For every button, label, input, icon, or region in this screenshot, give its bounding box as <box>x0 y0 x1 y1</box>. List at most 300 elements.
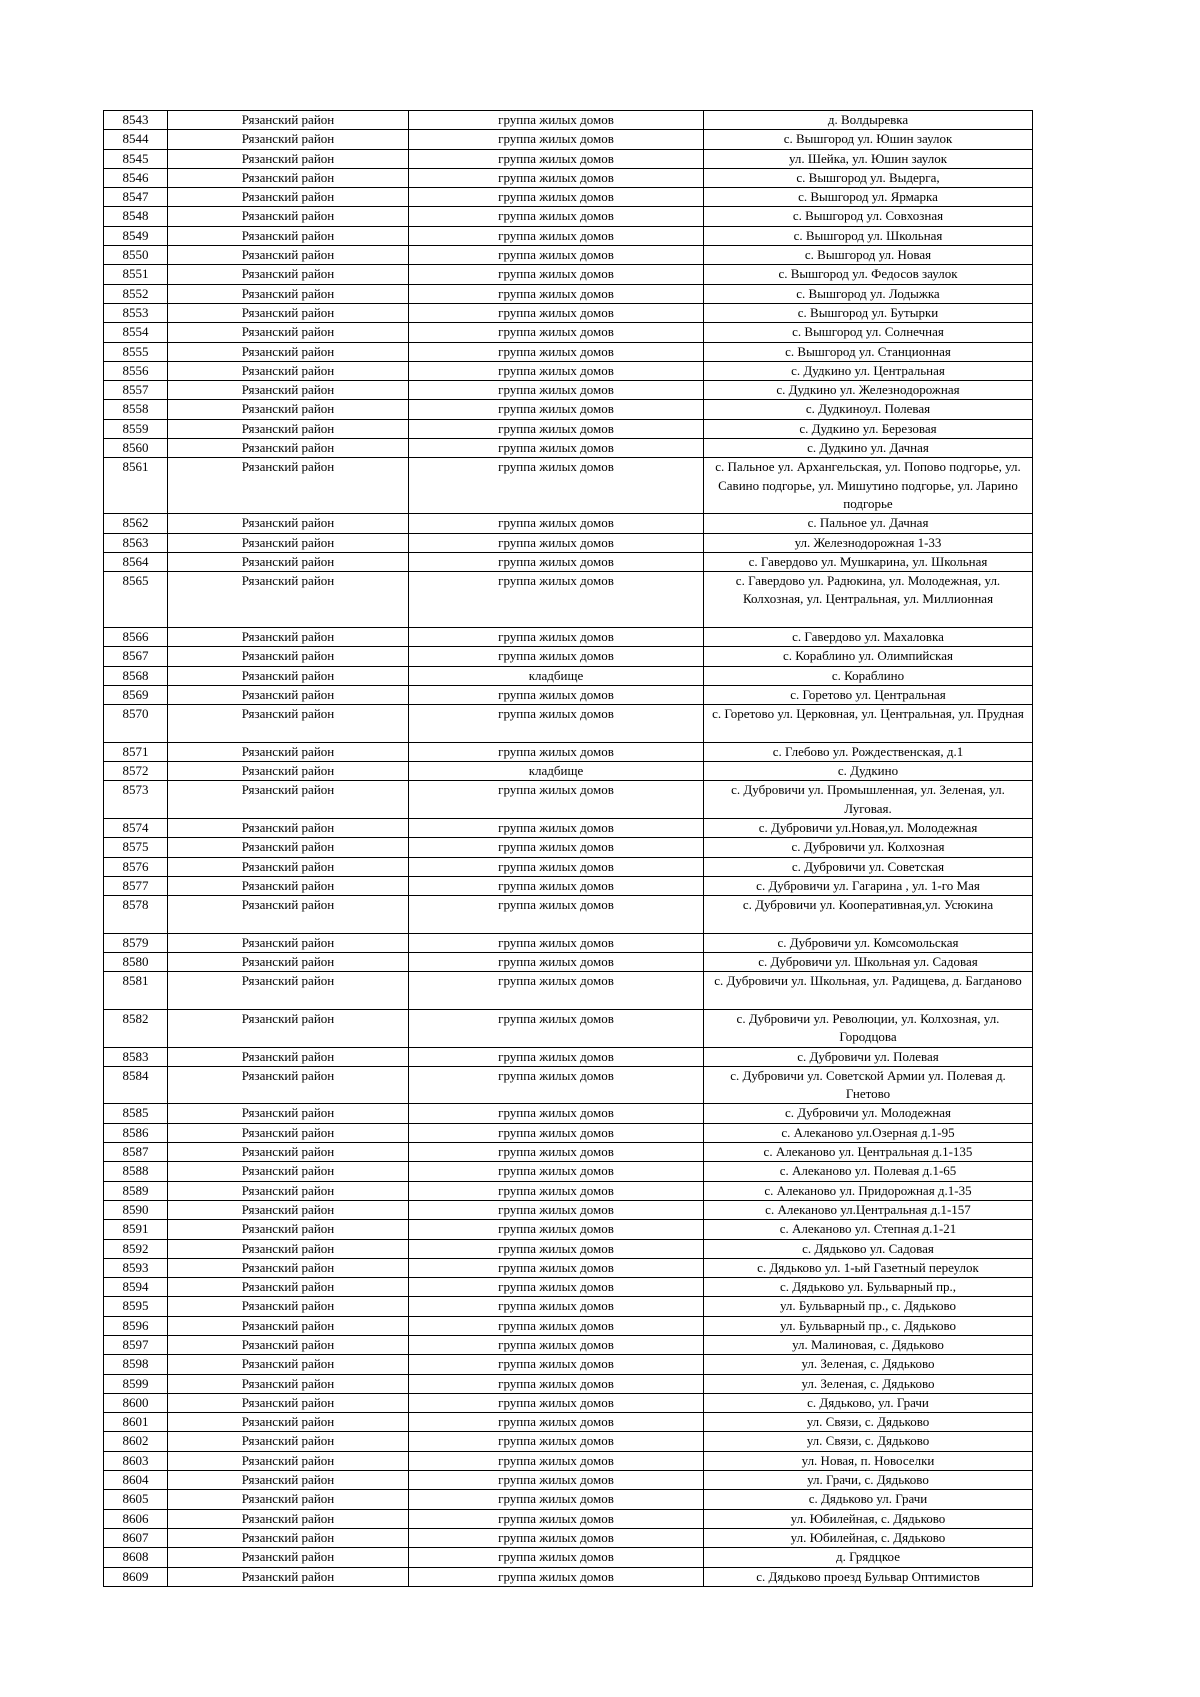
address-cell: с. Алеканово ул. Центральная д.1-135 <box>704 1143 1033 1162</box>
district-cell: Рязанский район <box>168 1143 409 1162</box>
row-number: 8588 <box>104 1162 168 1181</box>
table-row <box>104 1471 1033 1490</box>
table-row <box>104 1220 1033 1239</box>
row-number: 8585 <box>104 1104 168 1123</box>
object-type-cell: группа жилых домов <box>409 111 704 130</box>
address-cell: с. Дубровичи ул. Комсомольская <box>704 933 1033 952</box>
object-type-cell: группа жилых домов <box>409 265 704 284</box>
address-cell: ул. Грачи, с. Дядьково <box>704 1471 1033 1490</box>
object-type-cell: группа жилых домов <box>409 188 704 207</box>
row-number: 8580 <box>104 953 168 972</box>
district-cell: Рязанский район <box>168 149 409 168</box>
address-cell: с. Вышгород ул. Выдерга, <box>704 168 1033 187</box>
address-cell: ул. Бульварный пр., с. Дядьково <box>704 1297 1033 1316</box>
object-type-cell: группа жилых домов <box>409 1066 704 1104</box>
district-cell: Рязанский район <box>168 572 409 628</box>
row-number: 8604 <box>104 1471 168 1490</box>
row-number: 8550 <box>104 246 168 265</box>
table-row <box>104 953 1033 972</box>
address-cell: с. Дудкино ул. Березовая <box>704 419 1033 438</box>
table-row <box>104 381 1033 400</box>
address-cell: с. Дубровичи ул. Кооперативная,ул. Усюкина <box>704 896 1033 934</box>
row-number: 8565 <box>104 572 168 628</box>
district-cell: Рязанский район <box>168 972 409 1010</box>
row-number: 8583 <box>104 1047 168 1066</box>
object-type-cell: группа жилых домов <box>409 1355 704 1374</box>
object-type-cell: группа жилых домов <box>409 1239 704 1258</box>
row-number: 8554 <box>104 323 168 342</box>
address-cell: с. Дубровичи ул. Школьная ул. Садовая <box>704 953 1033 972</box>
row-number: 8555 <box>104 342 168 361</box>
table-row <box>104 1567 1033 1586</box>
row-number: 8571 <box>104 742 168 761</box>
table-row <box>104 1413 1033 1432</box>
address-cell: с. Дудкино ул. Центральная <box>704 361 1033 380</box>
table-row <box>104 705 1033 743</box>
object-type-cell: группа жилых домов <box>409 647 704 666</box>
address-cell: ул. Связи, с. Дядьково <box>704 1413 1033 1432</box>
table-row <box>104 1548 1033 1567</box>
district-cell: Рязанский район <box>168 1374 409 1393</box>
address-cell: ул. Железнодорожная 1-33 <box>704 533 1033 552</box>
table-row <box>104 1528 1033 1547</box>
district-cell: Рязанский район <box>168 168 409 187</box>
district-cell: Рязанский район <box>168 458 409 514</box>
object-type-cell: группа жилых домов <box>409 781 704 819</box>
district-cell: Рязанский район <box>168 1104 409 1123</box>
row-number: 8599 <box>104 1374 168 1393</box>
object-type-cell: группа жилых домов <box>409 439 704 458</box>
object-type-cell: группа жилых домов <box>409 514 704 533</box>
table-row <box>104 1490 1033 1509</box>
table-row <box>104 342 1033 361</box>
object-type-cell: группа жилых домов <box>409 458 704 514</box>
table-row <box>104 226 1033 245</box>
district-cell: Рязанский район <box>168 1432 409 1451</box>
district-cell: Рязанский район <box>168 1509 409 1528</box>
object-type-cell: группа жилых домов <box>409 1162 704 1181</box>
district-cell: Рязанский район <box>168 1316 409 1335</box>
address-cell: ул. Шейка, ул. Юшин заулок <box>704 149 1033 168</box>
object-type-cell: группа жилых домов <box>409 552 704 571</box>
row-number: 8591 <box>104 1220 168 1239</box>
object-type-cell: группа жилых домов <box>409 876 704 895</box>
address-cell: с. Дядьково ул. 1-ый Газетный переулок <box>704 1258 1033 1277</box>
table-row <box>104 1355 1033 1374</box>
district-cell: Рязанский район <box>168 1009 409 1047</box>
object-type-cell: группа жилых домов <box>409 226 704 245</box>
address-cell: с. Алеканово ул. Степная д.1-21 <box>704 1220 1033 1239</box>
table-row <box>104 1181 1033 1200</box>
table-row <box>104 323 1033 342</box>
object-type-cell: группа жилых домов <box>409 1393 704 1412</box>
address-cell: с. Пальное ул. Дачная <box>704 514 1033 533</box>
address-cell: с. Вышгород ул. Федосов заулок <box>704 265 1033 284</box>
table-row <box>104 933 1033 952</box>
row-number: 8609 <box>104 1567 168 1586</box>
address-cell: д. Волдыревка <box>704 111 1033 130</box>
address-cell: с. Вышгород ул. Совхозная <box>704 207 1033 226</box>
address-cell: с. Дубровичи ул. Молодежная <box>704 1104 1033 1123</box>
row-number: 8560 <box>104 439 168 458</box>
table-row <box>104 1297 1033 1316</box>
table-row <box>104 1104 1033 1123</box>
address-cell: с. Алеканово ул.Озерная д.1-95 <box>704 1123 1033 1142</box>
district-cell: Рязанский район <box>168 705 409 743</box>
table-row <box>104 111 1033 130</box>
address-cell: ул. Юбилейная, с. Дядьково <box>704 1528 1033 1547</box>
row-number: 8593 <box>104 1258 168 1277</box>
district-cell: Рязанский район <box>168 303 409 322</box>
district-cell: Рязанский район <box>168 207 409 226</box>
table-row <box>104 439 1033 458</box>
address-cell: с. Дубровичи ул. Промышленная, ул. Зеленая, ул. Луговая. <box>704 781 1033 819</box>
row-number: 8557 <box>104 381 168 400</box>
row-number: 8551 <box>104 265 168 284</box>
address-cell: с. Дудкиноул. Полевая <box>704 400 1033 419</box>
object-type-cell: группа жилых домов <box>409 1181 704 1200</box>
row-number: 8579 <box>104 933 168 952</box>
object-type-cell: группа жилых домов <box>409 1451 704 1470</box>
table-row <box>104 838 1033 857</box>
row-number: 8572 <box>104 762 168 781</box>
district-cell: Рязанский район <box>168 246 409 265</box>
row-number: 8570 <box>104 705 168 743</box>
object-type-cell: группа жилых домов <box>409 1413 704 1432</box>
address-cell: с. Дубровичи ул. Советской Армии ул. Полевая д. Гнетово <box>704 1066 1033 1104</box>
address-cell: с. Кораблино <box>704 666 1033 685</box>
table-row <box>104 207 1033 226</box>
district-cell: Рязанский район <box>168 1258 409 1277</box>
object-type-cell: группа жилых домов <box>409 1143 704 1162</box>
district-cell: Рязанский район <box>168 1567 409 1586</box>
address-cell: ул. Новая, п. Новоселки <box>704 1451 1033 1470</box>
object-type-cell: группа жилых домов <box>409 1528 704 1547</box>
address-cell: с. Гавердово ул. Мушкарина, ул. Школьная <box>704 552 1033 571</box>
district-cell: Рязанский район <box>168 838 409 857</box>
object-type-cell: группа жилых домов <box>409 1278 704 1297</box>
district-cell: Рязанский район <box>168 896 409 934</box>
district-cell: Рязанский район <box>168 781 409 819</box>
row-number: 8592 <box>104 1239 168 1258</box>
address-cell: с. Алеканово ул.Центральная д.1-157 <box>704 1200 1033 1219</box>
district-cell: Рязанский район <box>168 818 409 837</box>
address-table-body <box>104 111 1033 1587</box>
table-row <box>104 1509 1033 1528</box>
district-cell: Рязанский район <box>168 933 409 952</box>
table-row <box>104 572 1033 628</box>
table-row <box>104 1143 1033 1162</box>
district-cell: Рязанский район <box>168 1355 409 1374</box>
table-row <box>104 1336 1033 1355</box>
address-cell: с. Вышгород ул. Лодыжка <box>704 284 1033 303</box>
object-type-cell: группа жилых домов <box>409 342 704 361</box>
table-row <box>104 666 1033 685</box>
table-row <box>104 284 1033 303</box>
row-number: 8590 <box>104 1200 168 1219</box>
address-cell: с. Вышгород ул. Солнечная <box>704 323 1033 342</box>
district-cell: Рязанский район <box>168 1336 409 1355</box>
row-number: 8552 <box>104 284 168 303</box>
district-cell: Рязанский район <box>168 876 409 895</box>
address-cell: с. Дядьково ул. Бульварный пр., <box>704 1278 1033 1297</box>
row-number: 8562 <box>104 514 168 533</box>
table-row <box>104 1047 1033 1066</box>
table-row <box>104 1316 1033 1335</box>
district-cell: Рязанский район <box>168 762 409 781</box>
object-type-cell: группа жилых домов <box>409 533 704 552</box>
row-number: 8544 <box>104 130 168 149</box>
table-row <box>104 818 1033 837</box>
address-cell: с. Вышгород ул. Новая <box>704 246 1033 265</box>
row-number: 8600 <box>104 1393 168 1412</box>
table-row <box>104 303 1033 322</box>
table-row <box>104 149 1033 168</box>
object-type-cell: группа жилых домов <box>409 130 704 149</box>
object-type-cell: группа жилых домов <box>409 1200 704 1219</box>
address-cell: с. Алеканово ул. Придорожная д.1-35 <box>704 1181 1033 1200</box>
district-cell: Рязанский район <box>168 514 409 533</box>
district-cell: Рязанский район <box>168 666 409 685</box>
object-type-cell: группа жилых домов <box>409 1374 704 1393</box>
object-type-cell: группа жилых домов <box>409 1548 704 1567</box>
row-number: 8569 <box>104 685 168 704</box>
object-type-cell: группа жилых домов <box>409 1220 704 1239</box>
district-cell: Рязанский район <box>168 1490 409 1509</box>
object-type-cell: кладбище <box>409 666 704 685</box>
table-row <box>104 1009 1033 1047</box>
table-row <box>104 1374 1033 1393</box>
row-number: 8603 <box>104 1451 168 1470</box>
district-cell: Рязанский район <box>168 685 409 704</box>
object-type-cell: группа жилых домов <box>409 1297 704 1316</box>
district-cell: Рязанский район <box>168 1393 409 1412</box>
object-type-cell: группа жилых домов <box>409 149 704 168</box>
object-type-cell: группа жилых домов <box>409 1316 704 1335</box>
district-cell: Рязанский район <box>168 265 409 284</box>
object-type-cell: группа жилых домов <box>409 419 704 438</box>
row-number: 8581 <box>104 972 168 1010</box>
table-row <box>104 762 1033 781</box>
object-type-cell: группа жилых домов <box>409 685 704 704</box>
address-cell: ул. Зеленая, с. Дядьково <box>704 1355 1033 1374</box>
district-cell: Рязанский район <box>168 1162 409 1181</box>
table-row <box>104 552 1033 571</box>
object-type-cell: группа жилых домов <box>409 896 704 934</box>
row-number: 8589 <box>104 1181 168 1200</box>
object-type-cell: группа жилых домов <box>409 1432 704 1451</box>
row-number: 8601 <box>104 1413 168 1432</box>
row-number: 8577 <box>104 876 168 895</box>
table-row <box>104 1123 1033 1142</box>
address-cell: с. Гавердово ул. Радюкина, ул. Молодежная, ул. Колхозная, ул. Центральная, ул. Миллионная <box>704 572 1033 628</box>
row-number: 8608 <box>104 1548 168 1567</box>
object-type-cell: группа жилых домов <box>409 400 704 419</box>
district-cell: Рязанский район <box>168 226 409 245</box>
table-row <box>104 628 1033 647</box>
object-type-cell: группа жилых домов <box>409 361 704 380</box>
address-cell: ул. Юбилейная, с. Дядьково <box>704 1509 1033 1528</box>
row-number: 8575 <box>104 838 168 857</box>
object-type-cell: группа жилых домов <box>409 953 704 972</box>
table-row <box>104 265 1033 284</box>
row-number: 8543 <box>104 111 168 130</box>
table-row <box>104 1162 1033 1181</box>
address-cell: ул. Малиновая, с. Дядьково <box>704 1336 1033 1355</box>
object-type-cell: группа жилых домов <box>409 1509 704 1528</box>
row-number: 8586 <box>104 1123 168 1142</box>
object-type-cell: группа жилых домов <box>409 284 704 303</box>
row-number: 8606 <box>104 1509 168 1528</box>
object-type-cell: группа жилых домов <box>409 857 704 876</box>
address-cell: с. Дубровичи ул. Советская <box>704 857 1033 876</box>
district-cell: Рязанский район <box>168 188 409 207</box>
table-row <box>104 685 1033 704</box>
row-number: 8573 <box>104 781 168 819</box>
address-cell: ул. Бульварный пр., с. Дядьково <box>704 1316 1033 1335</box>
row-number: 8545 <box>104 149 168 168</box>
table-row <box>104 1278 1033 1297</box>
district-cell: Рязанский район <box>168 342 409 361</box>
table-row <box>104 1393 1033 1412</box>
row-number: 8605 <box>104 1490 168 1509</box>
object-type-cell: группа жилых домов <box>409 381 704 400</box>
district-cell: Рязанский район <box>168 400 409 419</box>
address-cell: с. Вышгород ул. Бутырки <box>704 303 1033 322</box>
district-cell: Рязанский район <box>168 130 409 149</box>
table-row <box>104 188 1033 207</box>
row-number: 8547 <box>104 188 168 207</box>
table-row <box>104 896 1033 934</box>
district-cell: Рязанский район <box>168 1181 409 1200</box>
address-cell: с. Горетово ул. Церковная, ул. Центральная, ул. Прудная <box>704 705 1033 743</box>
district-cell: Рязанский район <box>168 1220 409 1239</box>
district-cell: Рязанский район <box>168 1278 409 1297</box>
row-number: 8559 <box>104 419 168 438</box>
table-row <box>104 857 1033 876</box>
row-number: 8607 <box>104 1528 168 1547</box>
object-type-cell: группа жилых домов <box>409 1567 704 1586</box>
object-type-cell: кладбище <box>409 762 704 781</box>
object-type-cell: группа жилых домов <box>409 207 704 226</box>
object-type-cell: группа жилых домов <box>409 303 704 322</box>
district-cell: Рязанский район <box>168 439 409 458</box>
address-cell: с. Дубровичи ул.Новая,ул. Молодежная <box>704 818 1033 837</box>
table-row <box>104 1200 1033 1219</box>
table-row <box>104 458 1033 514</box>
table-row <box>104 742 1033 761</box>
row-number: 8563 <box>104 533 168 552</box>
address-cell: с. Дядьково ул. Грачи <box>704 1490 1033 1509</box>
table-row <box>104 168 1033 187</box>
district-cell: Рязанский район <box>168 953 409 972</box>
table-row <box>104 647 1033 666</box>
row-number: 8548 <box>104 207 168 226</box>
address-cell: с. Пальное ул. Архангельская, ул. Попово подгорье, ул. Савино подгорье, ул. Мишутино подгорье, ул. Ларино подгорье <box>704 458 1033 514</box>
district-cell: Рязанский район <box>168 1471 409 1490</box>
address-cell: с. Вышгород ул. Станционная <box>704 342 1033 361</box>
object-type-cell: группа жилых домов <box>409 1047 704 1066</box>
address-cell: с. Дубровичи ул. Гагарина , ул. 1-го Мая <box>704 876 1033 895</box>
row-number: 8574 <box>104 818 168 837</box>
district-cell: Рязанский район <box>168 111 409 130</box>
row-number: 8596 <box>104 1316 168 1335</box>
address-cell: с. Дубровичи ул. Колхозная <box>704 838 1033 857</box>
object-type-cell: группа жилых домов <box>409 1123 704 1142</box>
object-type-cell: группа жилых домов <box>409 572 704 628</box>
row-number: 8584 <box>104 1066 168 1104</box>
district-cell: Рязанский район <box>168 361 409 380</box>
table-row <box>104 246 1033 265</box>
address-table <box>103 110 1033 1587</box>
table-row <box>104 533 1033 552</box>
address-cell: с. Вышгород ул. Школьная <box>704 226 1033 245</box>
object-type-cell: группа жилых домов <box>409 168 704 187</box>
district-cell: Рязанский район <box>168 323 409 342</box>
row-number: 8598 <box>104 1355 168 1374</box>
address-cell: с. Дудкино ул. Дачная <box>704 439 1033 458</box>
district-cell: Рязанский район <box>168 1451 409 1470</box>
district-cell: Рязанский район <box>168 552 409 571</box>
address-cell: с. Алеканово ул. Полевая д.1-65 <box>704 1162 1033 1181</box>
district-cell: Рязанский район <box>168 1548 409 1567</box>
district-cell: Рязанский район <box>168 628 409 647</box>
address-cell: ул. Зеленая, с. Дядьково <box>704 1374 1033 1393</box>
row-number: 8587 <box>104 1143 168 1162</box>
table-row <box>104 876 1033 895</box>
address-cell: с. Глебово ул. Рождественская, д.1 <box>704 742 1033 761</box>
object-type-cell: группа жилых домов <box>409 838 704 857</box>
row-number: 8561 <box>104 458 168 514</box>
district-cell: Рязанский район <box>168 1200 409 1219</box>
object-type-cell: группа жилых домов <box>409 742 704 761</box>
table-row <box>104 1239 1033 1258</box>
address-cell: с. Горетово ул. Центральная <box>704 685 1033 704</box>
object-type-cell: группа жилых домов <box>409 1104 704 1123</box>
address-cell: с. Дубровичи ул. Школьная, ул. Радищева, д. Багданово <box>704 972 1033 1010</box>
address-cell: с. Гавердово ул. Махаловка <box>704 628 1033 647</box>
district-cell: Рязанский район <box>168 381 409 400</box>
district-cell: Рязанский район <box>168 1066 409 1104</box>
row-number: 8546 <box>104 168 168 187</box>
row-number: 8564 <box>104 552 168 571</box>
district-cell: Рязанский район <box>168 1297 409 1316</box>
table-row <box>104 130 1033 149</box>
object-type-cell: группа жилых домов <box>409 705 704 743</box>
object-type-cell: группа жилых домов <box>409 818 704 837</box>
district-cell: Рязанский район <box>168 419 409 438</box>
row-number: 8556 <box>104 361 168 380</box>
object-type-cell: группа жилых домов <box>409 1336 704 1355</box>
table-row <box>104 1451 1033 1470</box>
address-cell: с. Дудкино <box>704 762 1033 781</box>
object-type-cell: группа жилых домов <box>409 972 704 1010</box>
row-number: 8567 <box>104 647 168 666</box>
object-type-cell: группа жилых домов <box>409 1471 704 1490</box>
table-row <box>104 972 1033 1010</box>
table-row <box>104 514 1033 533</box>
district-cell: Рязанский район <box>168 1413 409 1432</box>
row-number: 8576 <box>104 857 168 876</box>
address-cell: с. Дудкино ул. Железнодорожная <box>704 381 1033 400</box>
district-cell: Рязанский район <box>168 1239 409 1258</box>
row-number: 8549 <box>104 226 168 245</box>
district-cell: Рязанский район <box>168 284 409 303</box>
address-cell: д. Грядцкое <box>704 1548 1033 1567</box>
district-cell: Рязанский район <box>168 857 409 876</box>
address-cell: с. Дубровичи ул. Полевая <box>704 1047 1033 1066</box>
address-cell: с. Вышгород ул. Юшин заулок <box>704 130 1033 149</box>
